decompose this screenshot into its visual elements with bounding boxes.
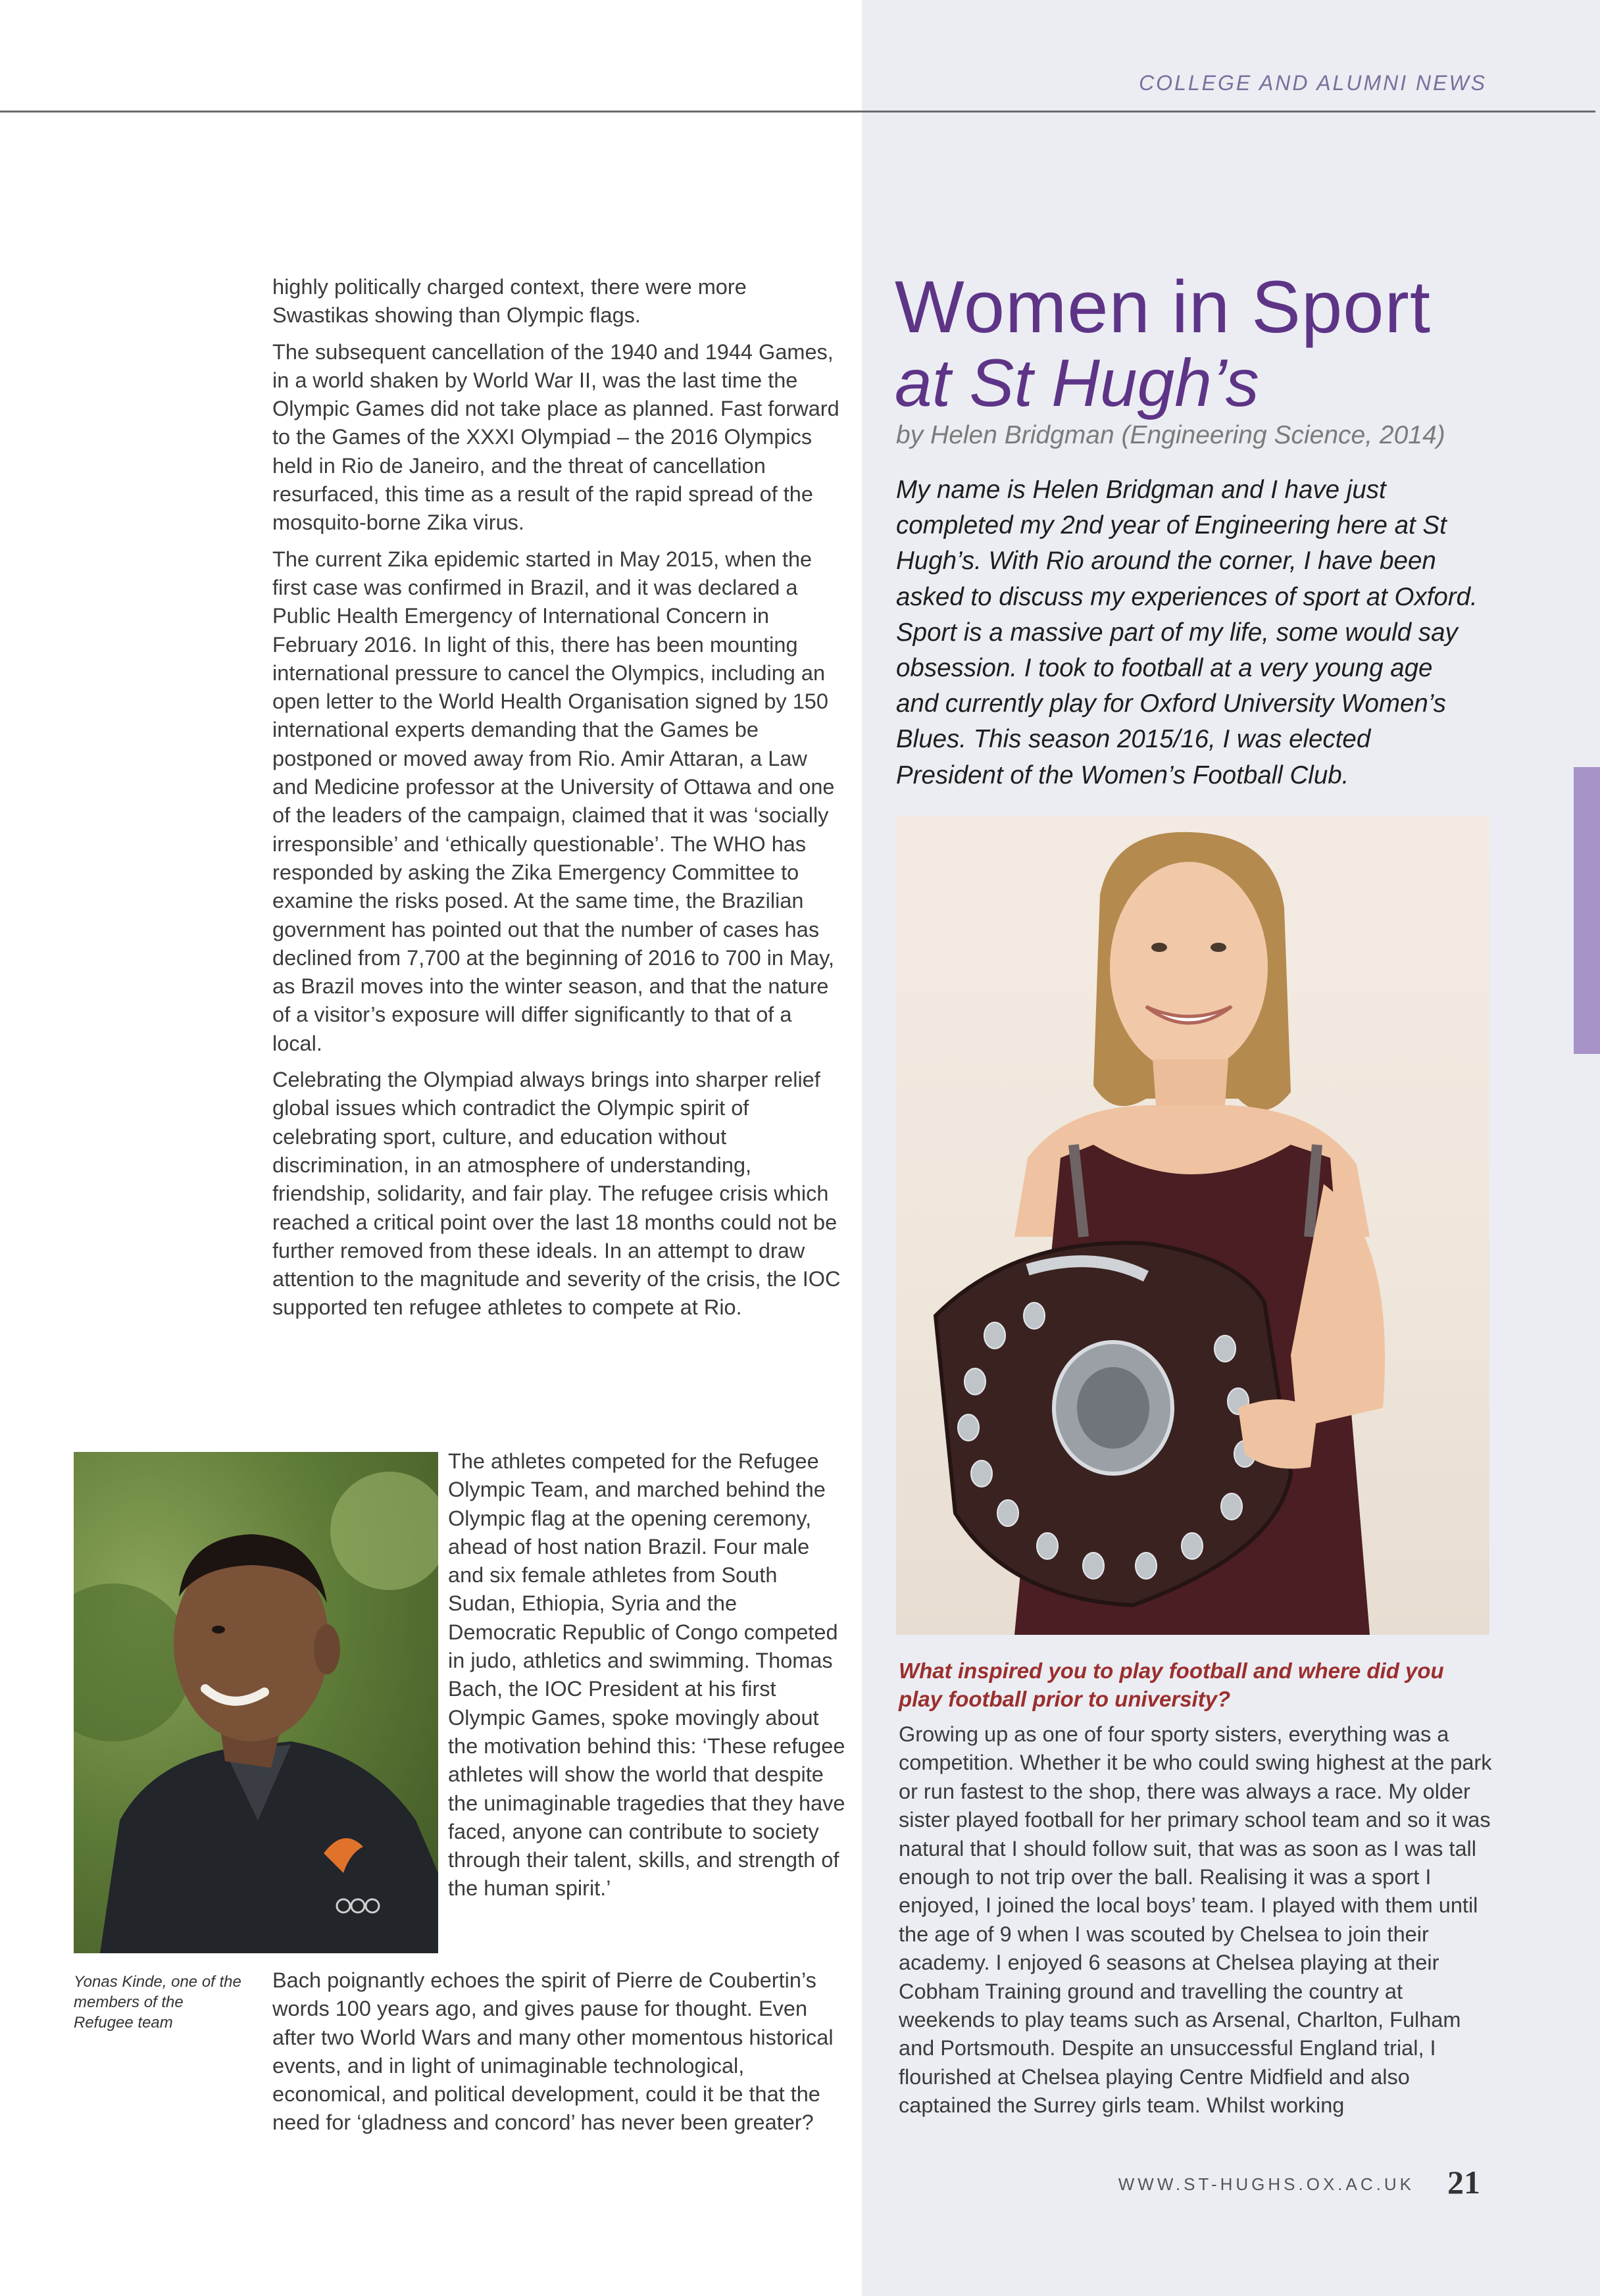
left-paragraph-3: The current Zika epidemic started in May 2015, when the first case was confirmed in Brazil, and it was declared a Public Health Emergency of International Concern in February 2016. In light of this, there has been mounting international pressure to cancel the Olympics, including an open letter to the World Health Organisation signed by 150 international experts demanding that the Games be postponed or moved away from Rio. Amir Attaran, a Law and Medicine professor at the University of Ottawa and one of the leaders of the campaign, claimed that it was ‘socially irresponsible’ and ‘ethically questionable’. The WHO has responded by asking the Zika Emergency Committee to examine the risks posed. At the same time, the Brazilian government has pointed out that the number of cases has declined from 7,700 at the beginning of 2016 to 700 in May, as Brazil moves into the winter season, and that the nature of a visitor’s exposure will differ significantly to that of a local. [272,547,835,1055]
header-rule [0,111,1595,112]
section-tab-marker [1574,767,1600,1054]
photo-helen-bridgman-with-shield [896,816,1489,1635]
page-number: 21 [1447,2164,1480,2201]
left-paragraph-4: Celebrating the Olympiad always brings into sharper relief global issues which contradict the Olympic spirit of celebrating sport, culture, and education without discrimination, in an atmosphere of understanding, friendship, solidarity, and fair play. The refugee crisis which reached a critical point over the last 18 months could not be further removed from these ideals. In an attempt to draw attention to the magnitude and severity of the crisis, the IOC supported ten refugee athletes to compete at Rio. [272,1068,841,1320]
interview-question: What inspired you to play football and where did you play football prior to university? [899,1659,1444,1711]
left-paragraph-2: The subsequent cancellation of the 1940 and 1944 Games, in a world shaken by World War II, was the last time the Olympic Games did not take place as planned. Fast forward to the Games of the XXXI Olympiad – the 2016 Olympics held in Rio de Janeiro, and the threat of cancellation resurfaced, this time as a result of the rapid spread of the mosquito-borne Zika virus. [272,339,839,535]
article-byline: by Helen Bridgman (Engineering Science, 2014) [896,421,1445,449]
left-paragraph-5: The athletes competed for the Refugee Olympic Team, and marched behind the Olympic flag at the opening ceremony, ahead of host nation Brazil. Four male and six female athletes from South Sudan, Ethiopia, Syria and the Democratic Republic of Congo competed in judo, athletics and swimming. Thomas Bach, the IOC President at his first Olympic Games, spoke movingly about the motivation behind this: ‘These refugee athletes will show the world that despite the unimaginable tragedies that they have faced, anyone can contribute to society through their talent, skills, and strength of the human spirit.’ [448,1449,845,1901]
photo-caption: Yonas Kinde, one of the members of the Refugee team [74,1973,241,2032]
running-head: COLLEGE AND ALUMNI NEWS [1139,71,1487,95]
left-article-column [272,273,845,1330]
article-intro: My name is Helen Bridgman and I have just completed my 2nd year of Engineering here at St Hugh’s. With Rio around the corner, I have been asked to discuss my experiences of sport at Oxford. Sport is a massive part of my life, some would say obsession. I took to football at a very young age and currently play for Oxford University Women’s Blues. This season 2015/16, I was elected President of the Women’s Football Club. [896,476,1478,789]
article-title [895,268,1572,420]
interview-answer: Growing up as one of four sporty sisters, everything was a competition. Whether it be who could swing highest at the park or run fastest to the shop, there was always a race. My older sister played football for her primary school team and so it was natural that I should follow suit, that was as soon as I was tall enough to not trip over the ball. Realising it was a sport I enjoyed, I joined the local boys’ team. I played with them until the age of 9 when I was scouted by Chelsea to join their academy. I enjoyed 6 seasons at Chelsea playing at their Cobham Training ground and travelling the country at weekends to play teams such as Arsenal, Charlton, Fulham and Portsmouth. Despite an unsuccessful England trial, I flourished at Chelsea playing Centre Midfield and also captained the Surrey girls team. Whilst working [899,1722,1492,2118]
left-paragraph-6: Bach poignantly echoes the spirit of Pierre de Coubertin’s words 100 years ago, and gives pause for thought. Even after two World Wars and many other momentous historical events, and in light of unimaginable technological, economical, and political development, could it be that the need for ‘gladness and concord’ has never been greater? [272,1968,834,2135]
left-paragraph-1: highly politically charged context, there were more Swastikas showing than Olympic flags. [272,275,747,328]
portrait-with-trophy-illustration [896,816,1489,1635]
article-title-line-1: Women in Sport [895,266,1431,348]
photo-yonas-kinde [74,1452,438,1953]
footer-website: WWW.ST-HUGHS.OX.AC.UK [1118,2174,1414,2194]
portrait-illustration [74,1452,438,1953]
article-title-line-2: at St Hugh’s [895,345,1259,420]
